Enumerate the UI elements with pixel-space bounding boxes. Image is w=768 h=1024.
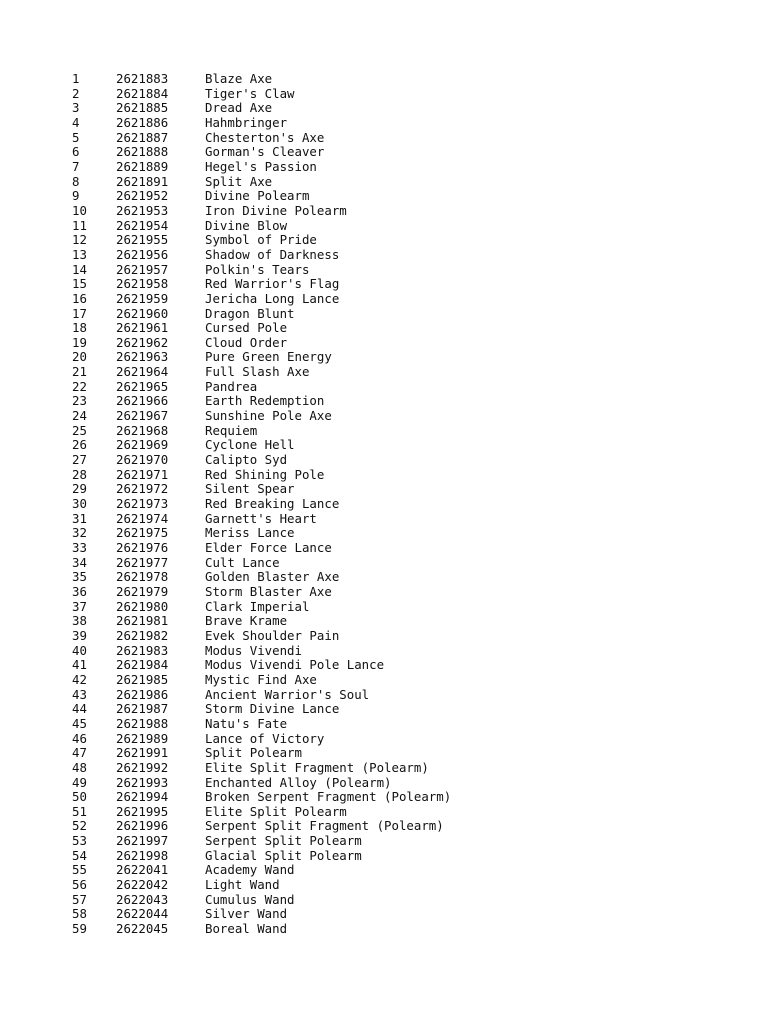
item-id: 2621959 — [116, 290, 169, 306]
item-name: Garnett's Heart — [205, 510, 317, 526]
item-name: Split Polearm — [205, 745, 302, 761]
row-index: 45 — [72, 715, 87, 731]
list-item — [72, 614, 712, 629]
item-id: 2622045 — [116, 921, 169, 937]
item-name: Elite Split Fragment (Polearm) — [205, 759, 429, 775]
row-index: 14 — [72, 261, 87, 277]
item-name: Blaze Axe — [205, 71, 273, 86]
item-id: 2621977 — [116, 554, 169, 570]
item-id: 2621956 — [116, 246, 169, 262]
row-index: 31 — [72, 510, 87, 526]
item-id: 2621980 — [116, 598, 169, 614]
item-id: 2621974 — [116, 510, 169, 526]
row-index: 8 — [72, 173, 80, 189]
row-index: 54 — [72, 847, 87, 863]
item-name: Dread Axe — [205, 100, 273, 116]
item-id: 2621887 — [116, 129, 169, 145]
list-item — [72, 907, 712, 922]
list-item — [72, 101, 712, 116]
list-item — [72, 277, 712, 292]
item-id: 2621965 — [116, 378, 169, 394]
list-item — [72, 541, 712, 556]
list-item — [72, 834, 712, 849]
item-name: Evek Shoulder Pain — [205, 627, 340, 643]
item-id: 2621888 — [116, 144, 169, 160]
row-index: 19 — [72, 334, 87, 350]
item-id: 2621964 — [116, 364, 169, 380]
item-name: Divine Polearm — [205, 188, 310, 204]
item-name: Silent Spear — [205, 481, 295, 497]
item-name: Divine Blow — [205, 217, 288, 233]
item-id: 2621958 — [116, 276, 169, 292]
list-item — [72, 556, 712, 571]
item-id: 2621985 — [116, 671, 169, 687]
list-item — [72, 307, 712, 322]
item-name: Chesterton's Axe — [205, 129, 325, 145]
row-index: 39 — [72, 627, 87, 643]
row-index: 1 — [72, 71, 80, 86]
item-id: 2621979 — [116, 583, 169, 599]
row-index: 59 — [72, 921, 87, 937]
item-id: 2621993 — [116, 774, 169, 790]
item-name: Pure Green Energy — [205, 349, 332, 365]
row-index: 36 — [72, 583, 87, 599]
row-index: 30 — [72, 496, 87, 512]
row-index: 28 — [72, 466, 87, 482]
item-id: 2621996 — [116, 818, 169, 834]
item-name: Cult Lance — [205, 554, 280, 570]
item-id: 2621994 — [116, 789, 169, 805]
row-index: 6 — [72, 144, 80, 160]
list-item — [72, 805, 712, 820]
item-id: 2621986 — [116, 686, 169, 702]
list-item — [72, 688, 712, 703]
item-name: Mystic Find Axe — [205, 671, 317, 687]
item-id: 2622042 — [116, 877, 169, 893]
item-name: Cumulus Wand — [205, 891, 295, 907]
list-item — [72, 219, 712, 234]
list-item — [72, 438, 712, 453]
item-name: Modus Vivendi — [205, 642, 302, 658]
item-name: Shadow of Darkness — [205, 246, 340, 262]
list-item — [72, 512, 712, 527]
list-item — [72, 72, 712, 87]
item-name: Split Axe — [205, 173, 273, 189]
row-index: 46 — [72, 730, 87, 746]
item-name: Earth Redemption — [205, 393, 325, 409]
row-index: 18 — [72, 320, 87, 336]
list-item — [72, 131, 712, 146]
item-name: Red Shining Pole — [205, 466, 325, 482]
row-index: 56 — [72, 877, 87, 893]
item-id: 2622043 — [116, 891, 169, 907]
row-index: 23 — [72, 393, 87, 409]
item-name: Storm Divine Lance — [205, 701, 340, 717]
row-index: 10 — [72, 202, 87, 218]
list-item — [72, 233, 712, 248]
item-name: Sunshine Pole Axe — [205, 408, 332, 424]
row-index: 55 — [72, 862, 87, 878]
item-name: Brave Krame — [205, 613, 288, 629]
item-id: 2621891 — [116, 173, 169, 189]
list-item — [72, 175, 712, 190]
row-index: 42 — [72, 671, 87, 687]
list-item — [72, 644, 712, 659]
item-name: Symbol of Pride — [205, 232, 317, 248]
item-id: 2621983 — [116, 642, 169, 658]
item-id: 2621975 — [116, 525, 169, 541]
item-name: Requiem — [205, 422, 258, 438]
item-name: Serpent Split Polearm — [205, 833, 362, 849]
row-index: 4 — [72, 114, 80, 130]
item-name: Jericha Long Lance — [205, 290, 340, 306]
row-index: 3 — [72, 100, 80, 116]
list-item — [72, 350, 712, 365]
list-item — [72, 863, 712, 878]
item-id: 2621962 — [116, 334, 169, 350]
item-name: Full Slash Axe — [205, 364, 310, 380]
list-item — [72, 248, 712, 263]
item-name: Meriss Lance — [205, 525, 295, 541]
list-item — [72, 673, 712, 688]
row-index: 53 — [72, 833, 87, 849]
row-index: 50 — [72, 789, 87, 805]
item-id: 2621884 — [116, 85, 169, 101]
row-index: 52 — [72, 818, 87, 834]
item-id: 2621966 — [116, 393, 169, 409]
row-index: 21 — [72, 364, 87, 380]
row-index: 13 — [72, 246, 87, 262]
item-id: 2621995 — [116, 803, 169, 819]
item-name: Tiger's Claw — [205, 85, 295, 101]
item-id: 2621889 — [116, 158, 169, 174]
row-index: 29 — [72, 481, 87, 497]
item-name: Ancient Warrior's Soul — [205, 686, 370, 702]
list-item — [72, 380, 712, 395]
item-id: 2621988 — [116, 715, 169, 731]
item-name: Storm Blaster Axe — [205, 583, 332, 599]
item-name: Broken Serpent Fragment (Polearm) — [205, 789, 452, 805]
list-item — [72, 658, 712, 673]
row-index: 5 — [72, 129, 80, 145]
item-name: Glacial Split Polearm — [205, 847, 362, 863]
row-index: 26 — [72, 437, 87, 453]
list-item — [72, 893, 712, 908]
list-item — [72, 263, 712, 278]
item-id: 2621992 — [116, 759, 169, 775]
item-id: 2622041 — [116, 862, 169, 878]
item-name: Cloud Order — [205, 334, 288, 350]
item-name: Natu's Fate — [205, 715, 288, 731]
item-id: 2621981 — [116, 613, 169, 629]
list-item — [72, 732, 712, 747]
list-item — [72, 292, 712, 307]
row-index: 49 — [72, 774, 87, 790]
item-id: 2621973 — [116, 496, 169, 512]
list-item — [72, 849, 712, 864]
list-item — [72, 160, 712, 175]
item-id: 2621886 — [116, 114, 169, 130]
row-index: 47 — [72, 745, 87, 761]
item-name: Silver Wand — [205, 906, 288, 922]
list-item — [72, 497, 712, 512]
item-id: 2621955 — [116, 232, 169, 248]
list-item — [72, 819, 712, 834]
list-item — [72, 409, 712, 424]
list-item — [72, 394, 712, 409]
row-index: 35 — [72, 569, 87, 585]
row-index: 17 — [72, 305, 87, 321]
row-index: 24 — [72, 408, 87, 424]
row-index: 7 — [72, 158, 80, 174]
list-item — [72, 116, 712, 131]
list-item — [72, 922, 712, 937]
list-item — [72, 526, 712, 541]
list-item — [72, 776, 712, 791]
row-index: 11 — [72, 217, 87, 233]
list-item — [72, 878, 712, 893]
row-index: 51 — [72, 803, 87, 819]
row-index: 37 — [72, 598, 87, 614]
row-index: 43 — [72, 686, 87, 702]
row-index: 44 — [72, 701, 87, 717]
item-name: Red Warrior's Flag — [205, 276, 340, 292]
row-index: 34 — [72, 554, 87, 570]
item-id: 2621982 — [116, 627, 169, 643]
item-id: 2621970 — [116, 452, 169, 468]
row-index: 15 — [72, 276, 87, 292]
item-name: Enchanted Alloy (Polearm) — [205, 774, 392, 790]
row-index: 48 — [72, 759, 87, 775]
row-index: 41 — [72, 657, 87, 673]
item-id: 2621957 — [116, 261, 169, 277]
row-index: 16 — [72, 290, 87, 306]
item-id: 2621969 — [116, 437, 169, 453]
item-name: Hegel's Passion — [205, 158, 317, 174]
row-index: 22 — [72, 378, 87, 394]
item-name: Serpent Split Fragment (Polearm) — [205, 818, 444, 834]
list-item — [72, 145, 712, 160]
item-id: 2621987 — [116, 701, 169, 717]
list-item — [72, 717, 712, 732]
item-id: 2621991 — [116, 745, 169, 761]
item-id: 2621971 — [116, 466, 169, 482]
item-id: 2621961 — [116, 320, 169, 336]
row-index: 12 — [72, 232, 87, 248]
item-id: 2621968 — [116, 422, 169, 438]
list-item — [72, 600, 712, 615]
item-name: Modus Vivendi Pole Lance — [205, 657, 385, 673]
item-name: Dragon Blunt — [205, 305, 295, 321]
row-index: 2 — [72, 85, 80, 101]
row-index: 33 — [72, 540, 87, 555]
item-name: Light Wand — [205, 877, 280, 893]
row-index: 38 — [72, 613, 87, 629]
item-id: 2621960 — [116, 305, 169, 321]
item-name: Boreal Wand — [205, 921, 288, 937]
list-item — [72, 204, 712, 219]
item-name: Gorman's Cleaver — [205, 144, 325, 160]
item-id: 2621972 — [116, 481, 169, 497]
item-name: Lance of Victory — [205, 730, 325, 746]
list-item — [72, 468, 712, 483]
item-id: 2621997 — [116, 833, 169, 849]
item-name: Clark Imperial — [205, 598, 310, 614]
item-name: Golden Blaster Axe — [205, 569, 340, 585]
item-id: 2621984 — [116, 657, 169, 673]
list-item — [72, 790, 712, 805]
row-index: 57 — [72, 891, 87, 907]
list-item — [72, 585, 712, 600]
item-name: Calipto Syd — [205, 452, 288, 468]
list-item — [72, 87, 712, 102]
item-id: 2621978 — [116, 569, 169, 585]
item-name: Cyclone Hell — [205, 437, 295, 453]
list-item — [72, 336, 712, 351]
item-name: Elder Force Lance — [205, 540, 332, 555]
item-id: 2621967 — [116, 408, 169, 424]
item-id: 2621954 — [116, 217, 169, 233]
list-item — [72, 453, 712, 468]
item-id: 2621963 — [116, 349, 169, 365]
row-index: 9 — [72, 188, 80, 204]
item-name: Hahmbringer — [205, 114, 288, 130]
item-name: Polkin's Tears — [205, 261, 310, 277]
item-id: 2621952 — [116, 188, 169, 204]
list-item — [72, 189, 712, 204]
item-list — [72, 72, 712, 937]
item-id: 2621953 — [116, 202, 169, 218]
list-item — [72, 365, 712, 380]
item-name: Academy Wand — [205, 862, 295, 878]
list-item — [72, 570, 712, 585]
item-id: 2621883 — [116, 71, 169, 86]
item-name: Cursed Pole — [205, 320, 288, 336]
list-item — [72, 321, 712, 336]
list-item — [72, 761, 712, 776]
item-id: 2621989 — [116, 730, 169, 746]
item-id: 2621976 — [116, 540, 169, 555]
row-index: 27 — [72, 452, 87, 468]
list-item — [72, 629, 712, 644]
row-index: 20 — [72, 349, 87, 365]
row-index: 25 — [72, 422, 87, 438]
item-id: 2621885 — [116, 100, 169, 116]
item-id: 2621998 — [116, 847, 169, 863]
list-item — [72, 424, 712, 439]
row-index: 40 — [72, 642, 87, 658]
list-item — [72, 702, 712, 717]
row-index: 32 — [72, 525, 87, 541]
item-name: Iron Divine Polearm — [205, 202, 347, 218]
item-name: Elite Split Polearm — [205, 803, 347, 819]
row-index: 58 — [72, 906, 87, 922]
item-id: 2622044 — [116, 906, 169, 922]
item-name: Pandrea — [205, 378, 258, 394]
item-name: Red Breaking Lance — [205, 496, 340, 512]
list-item — [72, 746, 712, 761]
list-item — [72, 482, 712, 497]
